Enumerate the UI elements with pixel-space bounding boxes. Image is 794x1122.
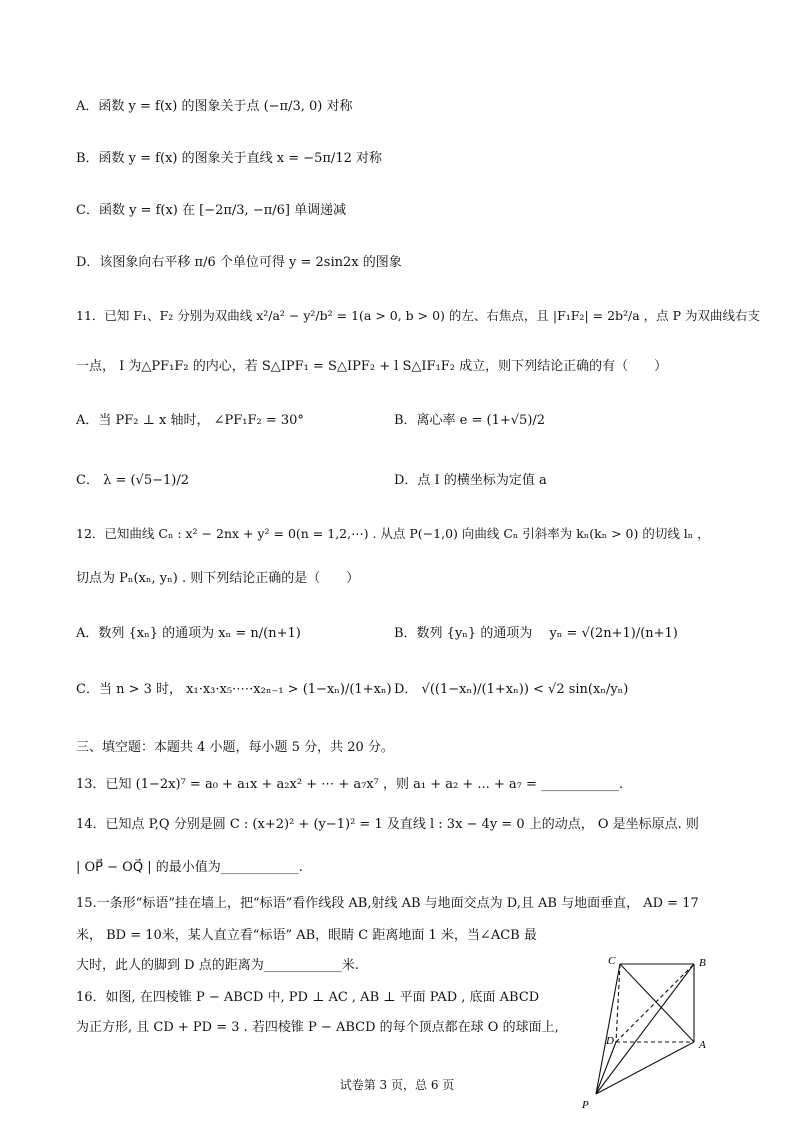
option-10b: B．函数 y = f(x) 的图象关于直线 x = −5π/12 对称 [76,151,382,166]
q11-option-a: A．当 PF₂ ⊥ x 轴时， ∠PF₁F₂ = 30° [76,413,304,428]
edge-pb [596,964,694,1094]
q12-option-d: D． √((1−xₙ)/(1+xₙ)) < √2 sin(xₙ/yₙ) [394,682,629,697]
q12-option-b: B．数列 {yₙ} 的通项为 yₙ = √(2n+1)/(n+1) [394,626,678,641]
label-c: C [608,955,616,967]
q15-line-3: 大时，此人的脚到 D 点的距离为____________米. [76,958,359,973]
q11-stem-2: 一点， I 为△PF₁F₂ 的内心，若 S△IPF₁ = S△IPF₂ + l S△IF₁F₂ 成立，则下列结论正确的有（ ） [76,359,668,374]
q12-stem-2: 切点为 Pₙ(xₙ, yₙ) . 则下列结论正确的是（ ） [76,571,360,586]
q12-stem-1: 12．已知曲线 Cₙ : x² − 2nx + y² = 0(n = 1,2,⋯) . 从点 P(−1,0) 向曲线 Cₙ 引斜率为 kₙ(kₙ > 0) 的切线 lₙ ， [76,526,710,541]
option-10d: D．该图象向右平移 π/6 个单位可得 y = 2sin2x 的图象 [76,255,402,270]
q16-line-1: 16．如图, 在四棱锥 P − ABCD 中, PD ⊥ AC , AB ⊥ 平面 PAD , 底面 ABCD [76,990,540,1005]
q15-line-2: 米， BD = 10米，某人直立看“标语” AB，眼睛 C 距离地面 1 米，当∠ACB 最 [76,928,537,943]
label-d: D [606,1035,614,1047]
q14-line-1: 14．已知点 P,Q 分别是圆 C : (x+2)² + (y−1)² = 1 及直线 l : 3x − 4y = 0 上的动点， O 是坐标原点. 则 [76,817,699,832]
q15-line-1: 15.一条形“标语”挂在墙上，把“标语”看作线段 AB,射线 AB 与地面交点为 D,且 AB 与地面垂直， AD = 17 [76,896,699,911]
q14-line-2: | OP⃗ − OQ⃗ | 的最小值为____________. [76,860,303,875]
page-footer: 试卷第 3 页，总 6 页 [339,1078,455,1092]
option-10a: A．函数 y = f(x) 的图象关于点 (−π/3, 0) 对称 [76,99,353,114]
label-a: A [699,1039,706,1051]
section-heading: 三、填空题：本题共 4 小题，每小题 5 分，共 20 分。 [76,740,394,755]
q13: 13．已知 (1−2x)⁷ = a₀ + a₁x + a₂x² + ⋯ + a₇x⁷ ，则 a₁ + a₂ + ... + a₇ = ____________. [76,777,624,792]
q11-option-c: C． λ = (√5−1)/2 [76,473,189,488]
q12-option-c: C．当 n > 3 时， x₁·x₃·x₅·⋯·x₂ₙ₋₁ > (1−xₙ)/(1+xₙ) [76,682,392,697]
q12-option-a: A．数列 {xₙ} 的通项为 xₙ = n/(n+1) [76,626,301,641]
q11-option-b: B．离心率 e = (1+√5)/2 [394,413,546,428]
label-b: B [699,957,706,969]
q11-option-d: D．点 I 的横坐标为定值 a [394,473,547,488]
q11-stem-1: 11．已知 F₁、F₂ 分别为双曲线 x²/a² − y²/b² = 1(a > 0, b > 0) 的左、右焦点，且 |F₁F₂| = 2b²/a ，点 P 为双曲线右支 [76,308,761,323]
q16-line-2: 为正方形, 且 CD + PD = 3 . 若四棱锥 P − ABCD 的每个顶点都在球 O 的球面上, [76,1020,559,1035]
option-10c: C．函数 y = f(x) 在 [−2π/3, −π/6] 单调递减 [76,203,347,218]
label-p: P [582,1099,589,1111]
